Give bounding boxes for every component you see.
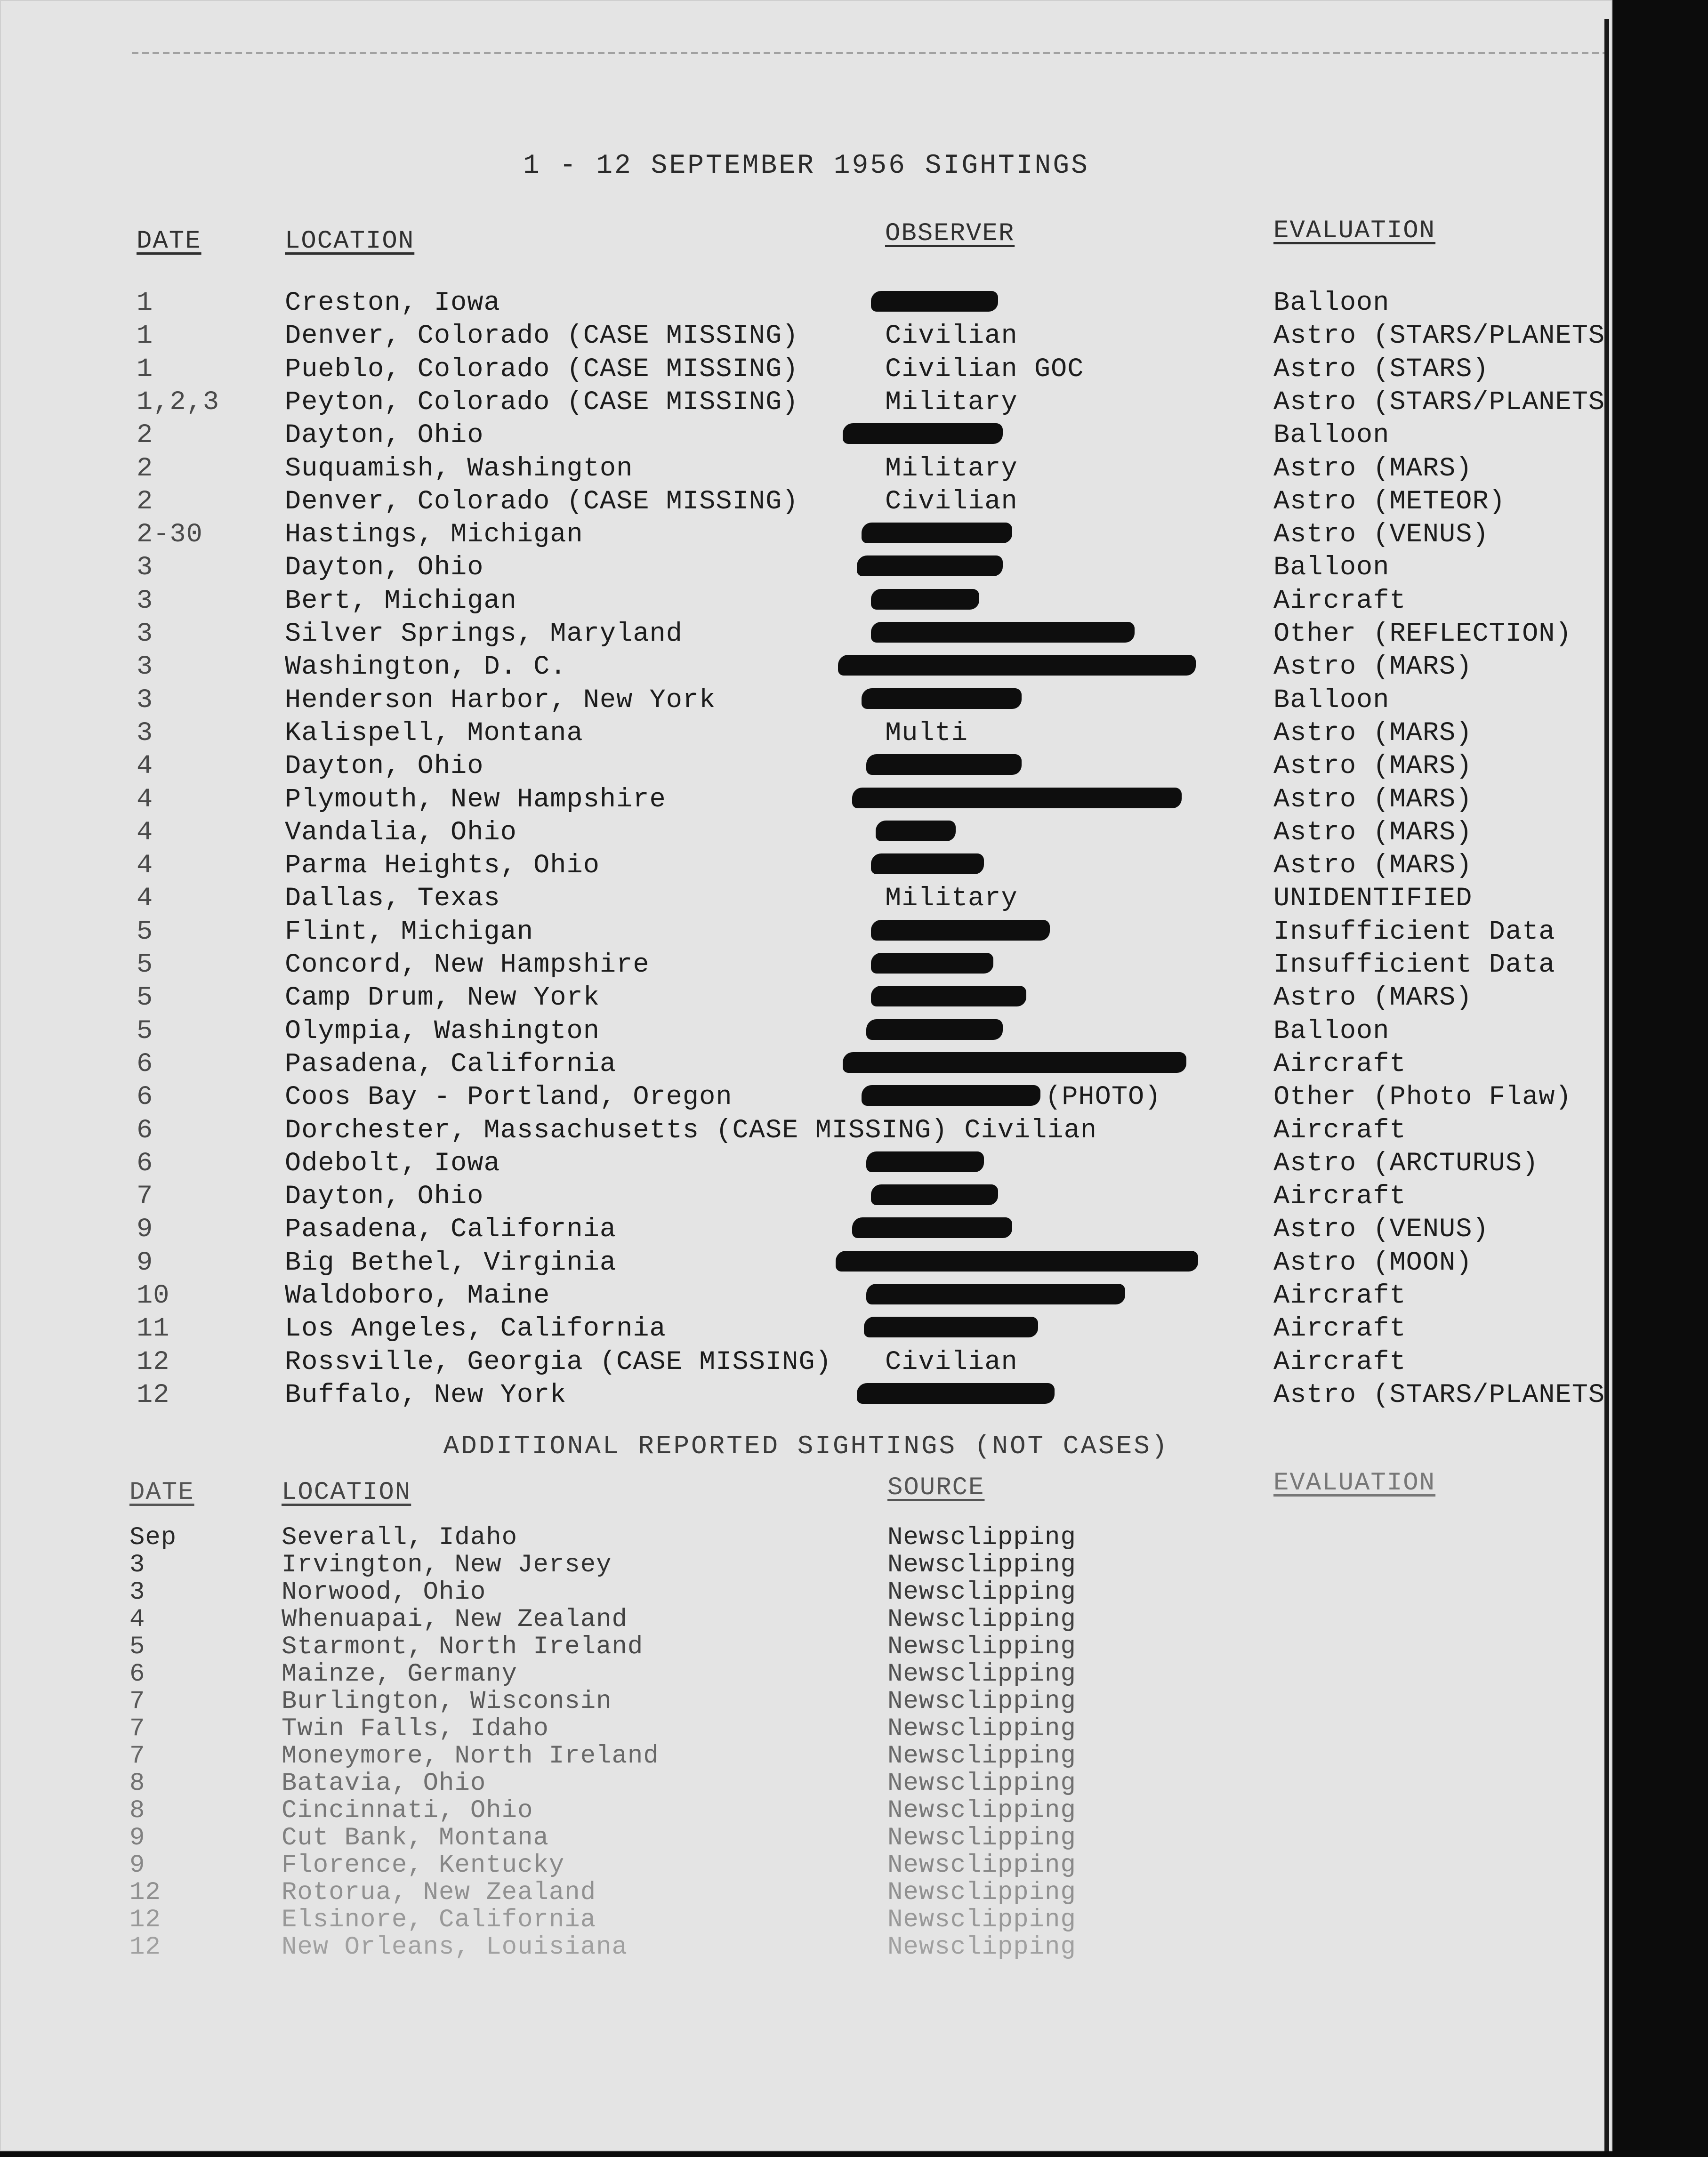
sighting-date: 2 (137, 453, 153, 484)
additional-row (0, 1551, 1612, 1578)
sighting-location: Suquamish, Washington (285, 453, 633, 484)
additional-row (0, 1906, 1612, 1933)
top-rule (132, 52, 1610, 54)
redaction-mark (862, 1085, 1040, 1106)
sighting-location: Hastings, Michigan (285, 520, 583, 550)
sighting-date: 1 (137, 354, 153, 385)
sighting-evaluation: Astro (MARS) (1273, 751, 1473, 782)
sighting-row (0, 1347, 1612, 1380)
additional-header-evaluation: EVALUATION (1273, 1469, 1436, 1497)
sighting-date: 1,2,3 (137, 387, 220, 418)
additional-header-source: SOURCE (887, 1473, 985, 1502)
additional-location: Cincinnati, Ohio (282, 1796, 533, 1825)
redaction-mark (857, 555, 1003, 576)
sighting-location: Washington, D. C. (285, 652, 567, 683)
additional-row (0, 1523, 1612, 1551)
additional-row (0, 1796, 1612, 1824)
additional-location: Irvington, New Jersey (282, 1551, 612, 1579)
additional-row (0, 1769, 1612, 1796)
sighting-observer: Civilian (885, 321, 1018, 352)
additional-location: Starmont, North Ireland (282, 1633, 644, 1661)
sighting-observer: Multi (885, 718, 968, 749)
additional-header-location: LOCATION (282, 1478, 411, 1507)
sighting-row (0, 553, 1612, 586)
additional-location: Twin Falls, Idaho (282, 1714, 549, 1743)
sighting-row (0, 818, 1612, 851)
additional-date: 3 (129, 1578, 145, 1607)
sighting-location: Dayton, Ohio (285, 420, 484, 451)
sighting-location: Henderson Harbor, New York (285, 685, 716, 716)
redaction-mark (862, 523, 1012, 543)
sighting-observer: Civilian GOC (885, 354, 1084, 385)
sighting-date: 3 (137, 652, 153, 683)
redaction-mark (866, 754, 1022, 775)
additional-row (0, 1878, 1612, 1906)
additional-date: 8 (129, 1796, 145, 1825)
additional-date: 5 (129, 1633, 145, 1661)
additional-source: Newsclipping (887, 1906, 1076, 1934)
additional-source: Newsclipping (887, 1551, 1076, 1579)
sighting-evaluation: Astro (MARS) (1273, 453, 1473, 484)
sighting-date: 6 (137, 1148, 153, 1179)
sighting-location: Waldoboro, Maine (285, 1281, 550, 1311)
sighting-date: 2 (137, 420, 153, 451)
additional-date: 3 (129, 1551, 145, 1579)
sighting-evaluation: Astro (MARS) (1273, 817, 1473, 848)
redaction-mark (852, 1217, 1012, 1238)
sighting-row (0, 884, 1612, 917)
sighting-evaluation: Astro (ARCTURUS) (1273, 1148, 1539, 1179)
additional-row (0, 1660, 1612, 1687)
redaction-mark (866, 1284, 1125, 1304)
sighting-location: Pasadena, California (285, 1215, 617, 1245)
sighting-row (0, 321, 1612, 354)
redaction-mark (843, 1052, 1186, 1073)
sighting-evaluation: Aircraft (1273, 1182, 1406, 1212)
sighting-date: 10 (137, 1281, 170, 1311)
sighting-location: Dayton, Ohio (285, 553, 484, 583)
sighting-location: Coos Bay - Portland, Oregon (285, 1082, 733, 1113)
redaction-mark (871, 291, 998, 312)
additional-row (0, 1633, 1612, 1660)
sighting-observer: Military (885, 453, 1018, 484)
sighting-location: Peyton, Colorado (CASE MISSING) (285, 387, 799, 418)
sighting-date: 9 (137, 1215, 153, 1245)
sighting-evaluation: Astro (VENUS) (1273, 520, 1489, 550)
sighting-evaluation: Insufficient Data (1273, 950, 1555, 980)
additional-source: Newsclipping (887, 1605, 1076, 1634)
additional-source: Newsclipping (887, 1633, 1076, 1661)
sighting-evaluation: Astro (STARS/PLANETS (1273, 387, 1605, 418)
additional-source: Newsclipping (887, 1796, 1076, 1825)
additional-date: 7 (129, 1687, 145, 1716)
additional-header-date: DATE (129, 1478, 194, 1507)
sighting-location: Vandalia, Ohio (285, 817, 517, 848)
sighting-date: 3 (137, 718, 153, 749)
sighting-date: 6 (137, 1115, 153, 1146)
sighting-observer: Military (885, 884, 1018, 914)
sighting-row (0, 652, 1612, 685)
sighting-row (0, 354, 1612, 387)
sighting-date: 12 (137, 1380, 170, 1410)
sighting-evaluation: Balloon (1273, 288, 1390, 318)
sighting-date: 2-30 (137, 520, 203, 550)
sighting-row (0, 420, 1612, 453)
additional-row (0, 1742, 1612, 1769)
sighting-row (0, 950, 1612, 983)
sighting-evaluation: Astro (METEOR) (1273, 486, 1506, 517)
sighting-location: Camp Drum, New York (285, 983, 600, 1014)
redaction-mark (871, 986, 1026, 1006)
redaction-mark (866, 1019, 1003, 1040)
additional-source: Newsclipping (887, 1687, 1076, 1716)
sighting-date: 4 (137, 784, 153, 815)
sighting-location: Buffalo, New York (285, 1380, 567, 1410)
sighting-date: 3 (137, 685, 153, 716)
sighting-evaluation: Balloon (1273, 553, 1390, 583)
sighting-location: Bert, Michigan (285, 586, 517, 616)
additional-location: Rotorua, New Zealand (282, 1878, 596, 1907)
redaction-mark (862, 688, 1022, 709)
sighting-date: 1 (137, 288, 153, 318)
sighting-location: Olympia, Washington (285, 1016, 600, 1046)
sighting-date: 1 (137, 321, 153, 352)
sighting-row (0, 751, 1612, 784)
sighting-location: Denver, Colorado (CASE MISSING) (285, 486, 799, 517)
sighting-evaluation: Astro (STARS/PLANETS (1273, 321, 1605, 352)
sighting-row (0, 1380, 1612, 1413)
sighting-row (0, 1215, 1612, 1248)
sighting-date: 5 (137, 917, 153, 947)
additional-title: ADDITIONAL REPORTED SIGHTINGS (NOT CASES) (443, 1431, 1169, 1461)
redaction-mark (838, 655, 1196, 676)
sighting-location: Dallas, Texas (285, 884, 500, 914)
additional-row (0, 1933, 1612, 1960)
redaction-mark (857, 1383, 1055, 1404)
redaction-mark (871, 920, 1050, 941)
sighting-row (0, 1182, 1612, 1215)
redaction-mark (876, 821, 956, 841)
additional-location: Batavia, Ohio (282, 1769, 486, 1798)
sighting-date: 9 (137, 1248, 153, 1278)
sighting-evaluation: Astro (MARS) (1273, 851, 1473, 881)
sighting-date: 5 (137, 983, 153, 1014)
sighting-evaluation: Astro (STARS/PLANETS (1273, 1380, 1605, 1410)
additional-date: 4 (129, 1605, 145, 1634)
sighting-date: 4 (137, 751, 153, 782)
sighting-date: 3 (137, 619, 153, 649)
sighting-location: Kalispell, Montana (285, 718, 583, 749)
sighting-date: 4 (137, 817, 153, 848)
additional-source: Newsclipping (887, 1878, 1076, 1907)
sighting-row (0, 785, 1612, 818)
additional-row (0, 1714, 1612, 1742)
additional-location: Severall, Idaho (282, 1523, 518, 1552)
sighting-date: 5 (137, 1016, 153, 1046)
redaction-mark (871, 1184, 998, 1205)
sighting-evaluation: Astro (MOON) (1273, 1248, 1473, 1278)
sighting-observer: (PHOTO) (1045, 1082, 1161, 1113)
redaction-mark (871, 853, 984, 874)
additional-location: Cut Bank, Montana (282, 1824, 549, 1852)
sighting-row (0, 1281, 1612, 1314)
sighting-evaluation: Aircraft (1273, 586, 1406, 616)
additional-date: 6 (129, 1660, 145, 1689)
additional-date: 9 (129, 1851, 145, 1880)
sighting-date: 12 (137, 1347, 170, 1377)
sighting-evaluation: UNIDENTIFIED (1273, 884, 1473, 914)
additional-location: Florence, Kentucky (282, 1851, 565, 1880)
sighting-evaluation: Balloon (1273, 1016, 1390, 1046)
sighting-location: Concord, New Hampshire (285, 950, 650, 980)
additional-date: 12 (129, 1906, 161, 1934)
additional-date: 8 (129, 1769, 145, 1798)
sighting-row (0, 288, 1612, 321)
sighting-row (0, 1248, 1612, 1281)
sighting-location: Dorchester, Massachusetts (CASE MISSING) Civilian (285, 1115, 1097, 1146)
sighting-evaluation: Aircraft (1273, 1115, 1406, 1146)
additional-source: Newsclipping (887, 1578, 1076, 1607)
additional-source: Newsclipping (887, 1769, 1076, 1798)
sighting-row (0, 851, 1612, 884)
sighting-row (0, 983, 1612, 1016)
sighting-row (0, 917, 1612, 950)
sighting-observer: Military (885, 387, 1018, 418)
sighting-evaluation: Astro (MARS) (1273, 652, 1473, 683)
header-date: DATE (137, 227, 201, 256)
sighting-evaluation: Aircraft (1273, 1049, 1406, 1079)
sighting-location: Silver Springs, Maryland (285, 619, 683, 649)
additional-location: Norwood, Ohio (282, 1578, 486, 1607)
sighting-location: Dayton, Ohio (285, 1182, 484, 1212)
additional-location: Elsinore, California (282, 1906, 596, 1934)
sighting-location: Rossville, Georgia (CASE MISSING) (285, 1347, 832, 1377)
document-title: 1 - 12 SEPTEMBER 1956 SIGHTINGS (523, 151, 1089, 181)
redaction-mark (843, 423, 1003, 444)
sighting-observer: Civilian (885, 486, 1018, 517)
sighting-evaluation: Aircraft (1273, 1347, 1406, 1377)
sighting-evaluation: Balloon (1273, 685, 1390, 716)
header-location: LOCATION (285, 227, 415, 256)
header-observer: OBSERVER (885, 219, 1015, 248)
additional-source: Newsclipping (887, 1714, 1076, 1743)
header-evaluation: EVALUATION (1273, 217, 1436, 245)
sighting-row (0, 586, 1612, 619)
sighting-location: Creston, Iowa (285, 288, 500, 318)
additional-source: Newsclipping (887, 1824, 1076, 1852)
additional-date: 12 (129, 1878, 161, 1907)
sighting-row (0, 454, 1612, 487)
sighting-row (0, 1314, 1612, 1347)
sighting-evaluation: Astro (MARS) (1273, 983, 1473, 1014)
redaction-mark (836, 1251, 1198, 1272)
sighting-evaluation: Other (Photo Flaw) (1273, 1082, 1572, 1113)
sighting-date: 6 (137, 1082, 153, 1113)
sighting-row (0, 1116, 1612, 1149)
redaction-mark (871, 622, 1135, 643)
sighting-evaluation: Astro (MARS) (1273, 784, 1473, 815)
sighting-evaluation: Insufficient Data (1273, 917, 1555, 947)
sighting-location: Parma Heights, Ohio (285, 851, 600, 881)
sighting-evaluation: Aircraft (1273, 1314, 1406, 1344)
sighting-evaluation: Other (REFLECTION) (1273, 619, 1572, 649)
additional-date: 7 (129, 1742, 145, 1771)
sighting-evaluation: Astro (MARS) (1273, 718, 1473, 749)
additional-location: Whenuapai, New Zealand (282, 1605, 628, 1634)
additional-row (0, 1578, 1612, 1605)
additional-source: Newsclipping (887, 1523, 1076, 1552)
sighting-row (0, 1049, 1612, 1082)
sighting-evaluation: Aircraft (1273, 1281, 1406, 1311)
sighting-date: 3 (137, 586, 153, 616)
additional-location: Mainze, Germany (282, 1660, 518, 1689)
sighting-row (0, 685, 1612, 718)
sighting-date: 4 (137, 884, 153, 914)
sighting-date: 4 (137, 851, 153, 881)
additional-row (0, 1851, 1612, 1878)
additional-date: 7 (129, 1714, 145, 1743)
sighting-location: Flint, Michigan (285, 917, 534, 947)
sighting-date: 2 (137, 486, 153, 517)
sighting-row (0, 1082, 1612, 1115)
sighting-location: Big Bethel, Virginia (285, 1248, 617, 1278)
sighting-location: Plymouth, New Hampshire (285, 784, 666, 815)
additional-row (0, 1687, 1612, 1714)
additional-date: 9 (129, 1824, 145, 1852)
sighting-evaluation: Astro (STARS) (1273, 354, 1489, 385)
additional-location: Moneymore, North Ireland (282, 1742, 659, 1771)
redaction-mark (864, 1317, 1038, 1337)
sighting-location: Pasadena, California (285, 1049, 617, 1079)
additional-source: Newsclipping (887, 1933, 1076, 1962)
sighting-evaluation: Balloon (1273, 420, 1390, 451)
additional-date: 12 (129, 1933, 161, 1962)
sighting-date: 5 (137, 950, 153, 980)
sighting-row (0, 718, 1612, 751)
sighting-row (0, 520, 1612, 553)
sighting-location: Los Angeles, California (285, 1314, 666, 1344)
sighting-row (0, 1016, 1612, 1049)
redaction-mark (852, 788, 1182, 808)
additional-location: New Orleans, Louisiana (282, 1933, 628, 1962)
additional-source: Newsclipping (887, 1660, 1076, 1689)
sighting-date: 11 (137, 1314, 170, 1344)
additional-location: Burlington, Wisconsin (282, 1687, 612, 1716)
redaction-mark (866, 1151, 984, 1172)
additional-date: Sep (129, 1523, 177, 1552)
additional-source: Newsclipping (887, 1742, 1076, 1771)
sighting-row (0, 619, 1612, 652)
redaction-mark (871, 953, 993, 974)
additional-row (0, 1824, 1612, 1851)
additional-source: Newsclipping (887, 1851, 1076, 1880)
sighting-row (0, 487, 1612, 520)
sighting-location: Dayton, Ohio (285, 751, 484, 782)
sighting-location: Pueblo, Colorado (CASE MISSING) (285, 354, 799, 385)
sighting-row (0, 387, 1612, 420)
sighting-row (0, 1149, 1612, 1182)
sighting-date: 6 (137, 1049, 153, 1079)
additional-row (0, 1605, 1612, 1633)
sighting-location: Denver, Colorado (CASE MISSING) (285, 321, 799, 352)
redaction-mark (871, 589, 979, 610)
sighting-evaluation: Astro (VENUS) (1273, 1215, 1489, 1245)
sighting-date: 7 (137, 1182, 153, 1212)
sighting-location: Odebolt, Iowa (285, 1148, 500, 1179)
sighting-date: 3 (137, 553, 153, 583)
sighting-observer: Civilian (885, 1347, 1018, 1377)
